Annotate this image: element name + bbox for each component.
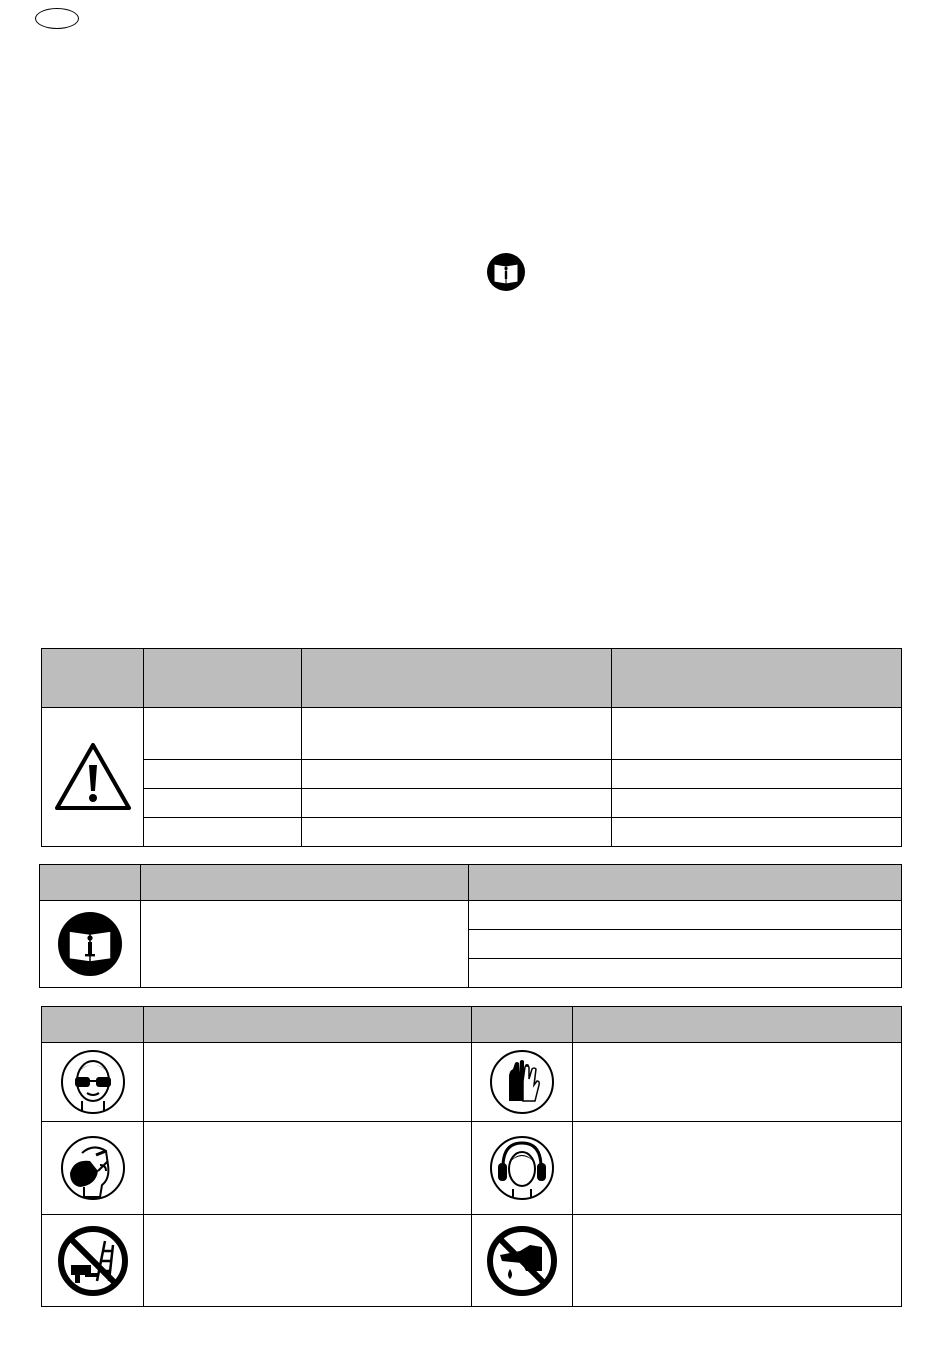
info-table bbox=[39, 864, 902, 988]
table-row bbox=[42, 1215, 902, 1307]
warning-levels-table bbox=[41, 648, 902, 847]
read-manual-icon bbox=[486, 252, 526, 292]
table-header-row bbox=[40, 865, 902, 901]
table-header-row bbox=[42, 649, 902, 708]
header-cell bbox=[612, 649, 902, 708]
warning-triangle-icon bbox=[54, 741, 132, 813]
no-oil-icon bbox=[486, 1225, 558, 1297]
header-cell bbox=[144, 649, 302, 708]
table-row bbox=[42, 789, 902, 818]
wear-ear-protection-icon bbox=[489, 1135, 555, 1201]
protective-equipment-table bbox=[41, 1006, 902, 1307]
read-manual-icon bbox=[57, 911, 123, 977]
table-row bbox=[42, 1122, 902, 1215]
warning-icon-cell bbox=[42, 708, 144, 847]
no-ladder-use-icon bbox=[57, 1225, 129, 1297]
language-badge bbox=[35, 8, 79, 29]
wear-gloves-icon bbox=[489, 1049, 555, 1115]
header-cell bbox=[302, 649, 612, 708]
header-cell bbox=[42, 649, 144, 708]
wear-dust-mask-icon bbox=[60, 1135, 126, 1201]
table-row bbox=[42, 708, 902, 760]
wear-eye-protection-icon bbox=[60, 1049, 126, 1115]
table-row bbox=[42, 760, 902, 789]
table-row bbox=[42, 818, 902, 847]
table-header-row bbox=[42, 1007, 902, 1043]
table-row bbox=[42, 1043, 902, 1122]
table-row bbox=[40, 901, 902, 930]
